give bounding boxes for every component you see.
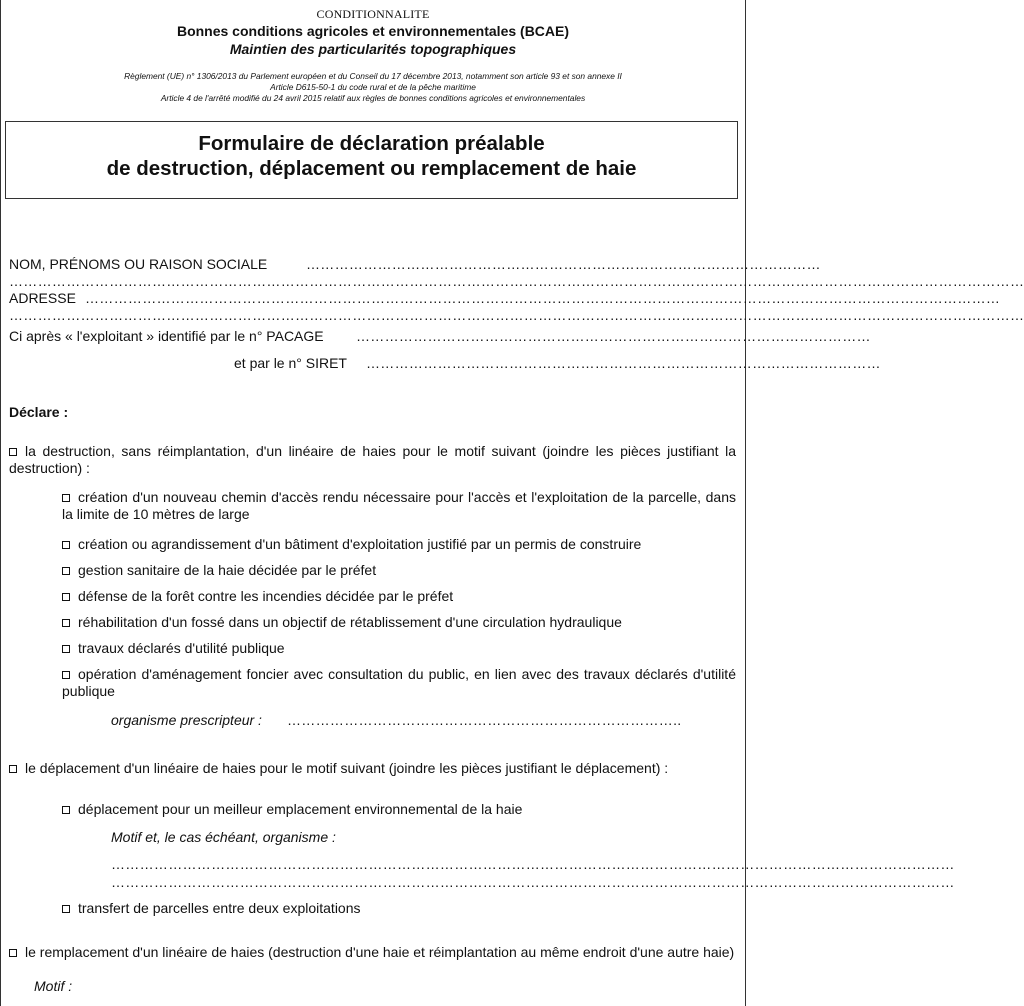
destruction-checkbox[interactable] bbox=[9, 448, 17, 456]
siret-input-line[interactable]: ……………………………………………………………………………………………… bbox=[366, 355, 881, 371]
option-5-checkbox[interactable] bbox=[62, 619, 70, 627]
header-subtitle: Maintien des particularités topographiques bbox=[229, 41, 517, 57]
option-5-text: réhabilitation d'un fossé dans un objectif de rétablissement d'une circulation hydraulique bbox=[78, 614, 622, 630]
deplacement-checkbox[interactable] bbox=[9, 765, 17, 773]
option-3-checkbox[interactable] bbox=[62, 567, 70, 575]
nom-continuation-line[interactable]: …………………………………………………………………………………………………………………………………………………………………………………………… bbox=[9, 273, 1024, 289]
nom-input-line[interactable]: ……………………………………………………………………………………………… bbox=[306, 256, 821, 272]
pacage-input-line[interactable]: ……………………………………………………………………………………………… bbox=[356, 328, 871, 344]
destruction-item bbox=[9, 443, 736, 477]
deplacement-option-1-checkbox[interactable] bbox=[62, 806, 70, 814]
deplacement-option-1-text: déplacement pour un meilleur emplacement environnemental de la haie bbox=[78, 801, 523, 817]
option-1-text: création d'un nouveau chemin d'accès rendu nécessaire pour l'accès et l'exploitation de la parcelle, dans la limite de 10 mètres de large bbox=[62, 489, 736, 522]
adresse-input-line[interactable]: ………………………………………………………………………………………………………………………………………………………………………… bbox=[85, 290, 1001, 306]
regulation-line-3: Article 4 de l'arrêté modifié du 24 avril 2015 relatif aux règles de bonnes conditions agricoles et environnementales bbox=[160, 93, 586, 103]
option-2-text: création ou agrandissement d'un bâtiment d'exploitation justifié par un permis de construire bbox=[78, 536, 642, 552]
header-bcae: Bonnes conditions agricoles et environnementales (BCAE) bbox=[176, 23, 570, 39]
deplacement-option-1 bbox=[62, 801, 736, 818]
destruction-option-4 bbox=[62, 588, 736, 605]
declare-label: Déclare : bbox=[9, 404, 69, 420]
siret-label: et par le n° SIRET bbox=[234, 355, 347, 371]
nom-label: NOM, PRÉNOMS OU RAISON SOCIALE bbox=[9, 256, 268, 272]
adresse-label: ADRESSE bbox=[9, 290, 76, 306]
form-title-line-1: Formulaire de déclaration préalable bbox=[198, 132, 545, 155]
option-7-text: opération d'aménagement foncier avec consultation du public, en lien avec des travaux déclarés d'utilité publique bbox=[62, 666, 736, 699]
remplacement-intro: le remplacement d'un linéaire de haies (destruction d'une haie et réimplantation au même endroit d'une autre haie) bbox=[25, 944, 735, 960]
destruction-option-7 bbox=[62, 666, 736, 700]
header-conditionnalite: CONDITIONNALITE bbox=[316, 7, 430, 21]
deplacement-item bbox=[9, 760, 736, 777]
destruction-intro: la destruction, sans réimplantation, d'un linéaire de haies pour le motif suivant (joindre les pièces justifiant la destruction) : bbox=[9, 443, 736, 476]
deplacement-option-2 bbox=[62, 900, 736, 917]
remplacement-checkbox[interactable] bbox=[9, 949, 17, 957]
regulation-line-2: Article D615-50-1 du code rural et de la pêche maritime bbox=[270, 82, 476, 92]
option-6-text: travaux déclarés d'utilité publique bbox=[78, 640, 285, 656]
destruction-option-1 bbox=[62, 489, 736, 523]
destruction-option-6 bbox=[62, 640, 736, 657]
motif-organisme-label: Motif et, le cas échéant, organisme : bbox=[111, 829, 336, 845]
organisme-input-line[interactable]: ……………………………………………………………………….. bbox=[287, 712, 682, 728]
deplacement-option-2-text: transfert de parcelles entre deux exploitations bbox=[78, 900, 361, 916]
remplacement-motif-label: Motif : bbox=[34, 978, 73, 994]
pacage-label: Ci après « l'exploitant » identifié par le n° PACAGE bbox=[9, 328, 324, 344]
adresse-continuation-line[interactable]: …………………………………………………………………………………………………………………………………………………………………………………………… bbox=[9, 307, 1024, 323]
form-title-box bbox=[5, 121, 738, 199]
regulation-line-1: Règlement (UE) n° 1306/2013 du Parlement européen et du Conseil du 17 décembre 2013, notamment son article 93 et son annexe II bbox=[124, 71, 622, 81]
option-2-checkbox[interactable] bbox=[62, 541, 70, 549]
option-3-text: gestion sanitaire de la haie décidée par le préfet bbox=[78, 562, 377, 578]
motif-line-1[interactable]: …………………………………………………………………………………………………………………………………………………………… bbox=[111, 856, 955, 872]
motif-line-2[interactable]: …………………………………………………………………………………………………………………………………………………………… bbox=[111, 874, 955, 890]
option-7-checkbox[interactable] bbox=[62, 671, 70, 679]
deplacement-intro: le déplacement d'un linéaire de haies pour le motif suivant (joindre les pièces justifiant le déplacement) : bbox=[25, 760, 669, 776]
destruction-option-2 bbox=[62, 536, 736, 553]
option-4-text: défense de la forêt contre les incendies décidée par le préfet bbox=[78, 588, 454, 604]
destruction-option-5 bbox=[62, 614, 736, 631]
form-title-line-2: de destruction, déplacement ou remplacement de haie bbox=[106, 157, 637, 180]
organisme-label: organisme prescripteur : bbox=[111, 712, 262, 728]
option-6-checkbox[interactable] bbox=[62, 645, 70, 653]
destruction-option-3 bbox=[62, 562, 736, 579]
deplacement-option-2-checkbox[interactable] bbox=[62, 905, 70, 913]
option-1-checkbox[interactable] bbox=[62, 494, 70, 502]
option-4-checkbox[interactable] bbox=[62, 593, 70, 601]
remplacement-item bbox=[9, 944, 736, 961]
